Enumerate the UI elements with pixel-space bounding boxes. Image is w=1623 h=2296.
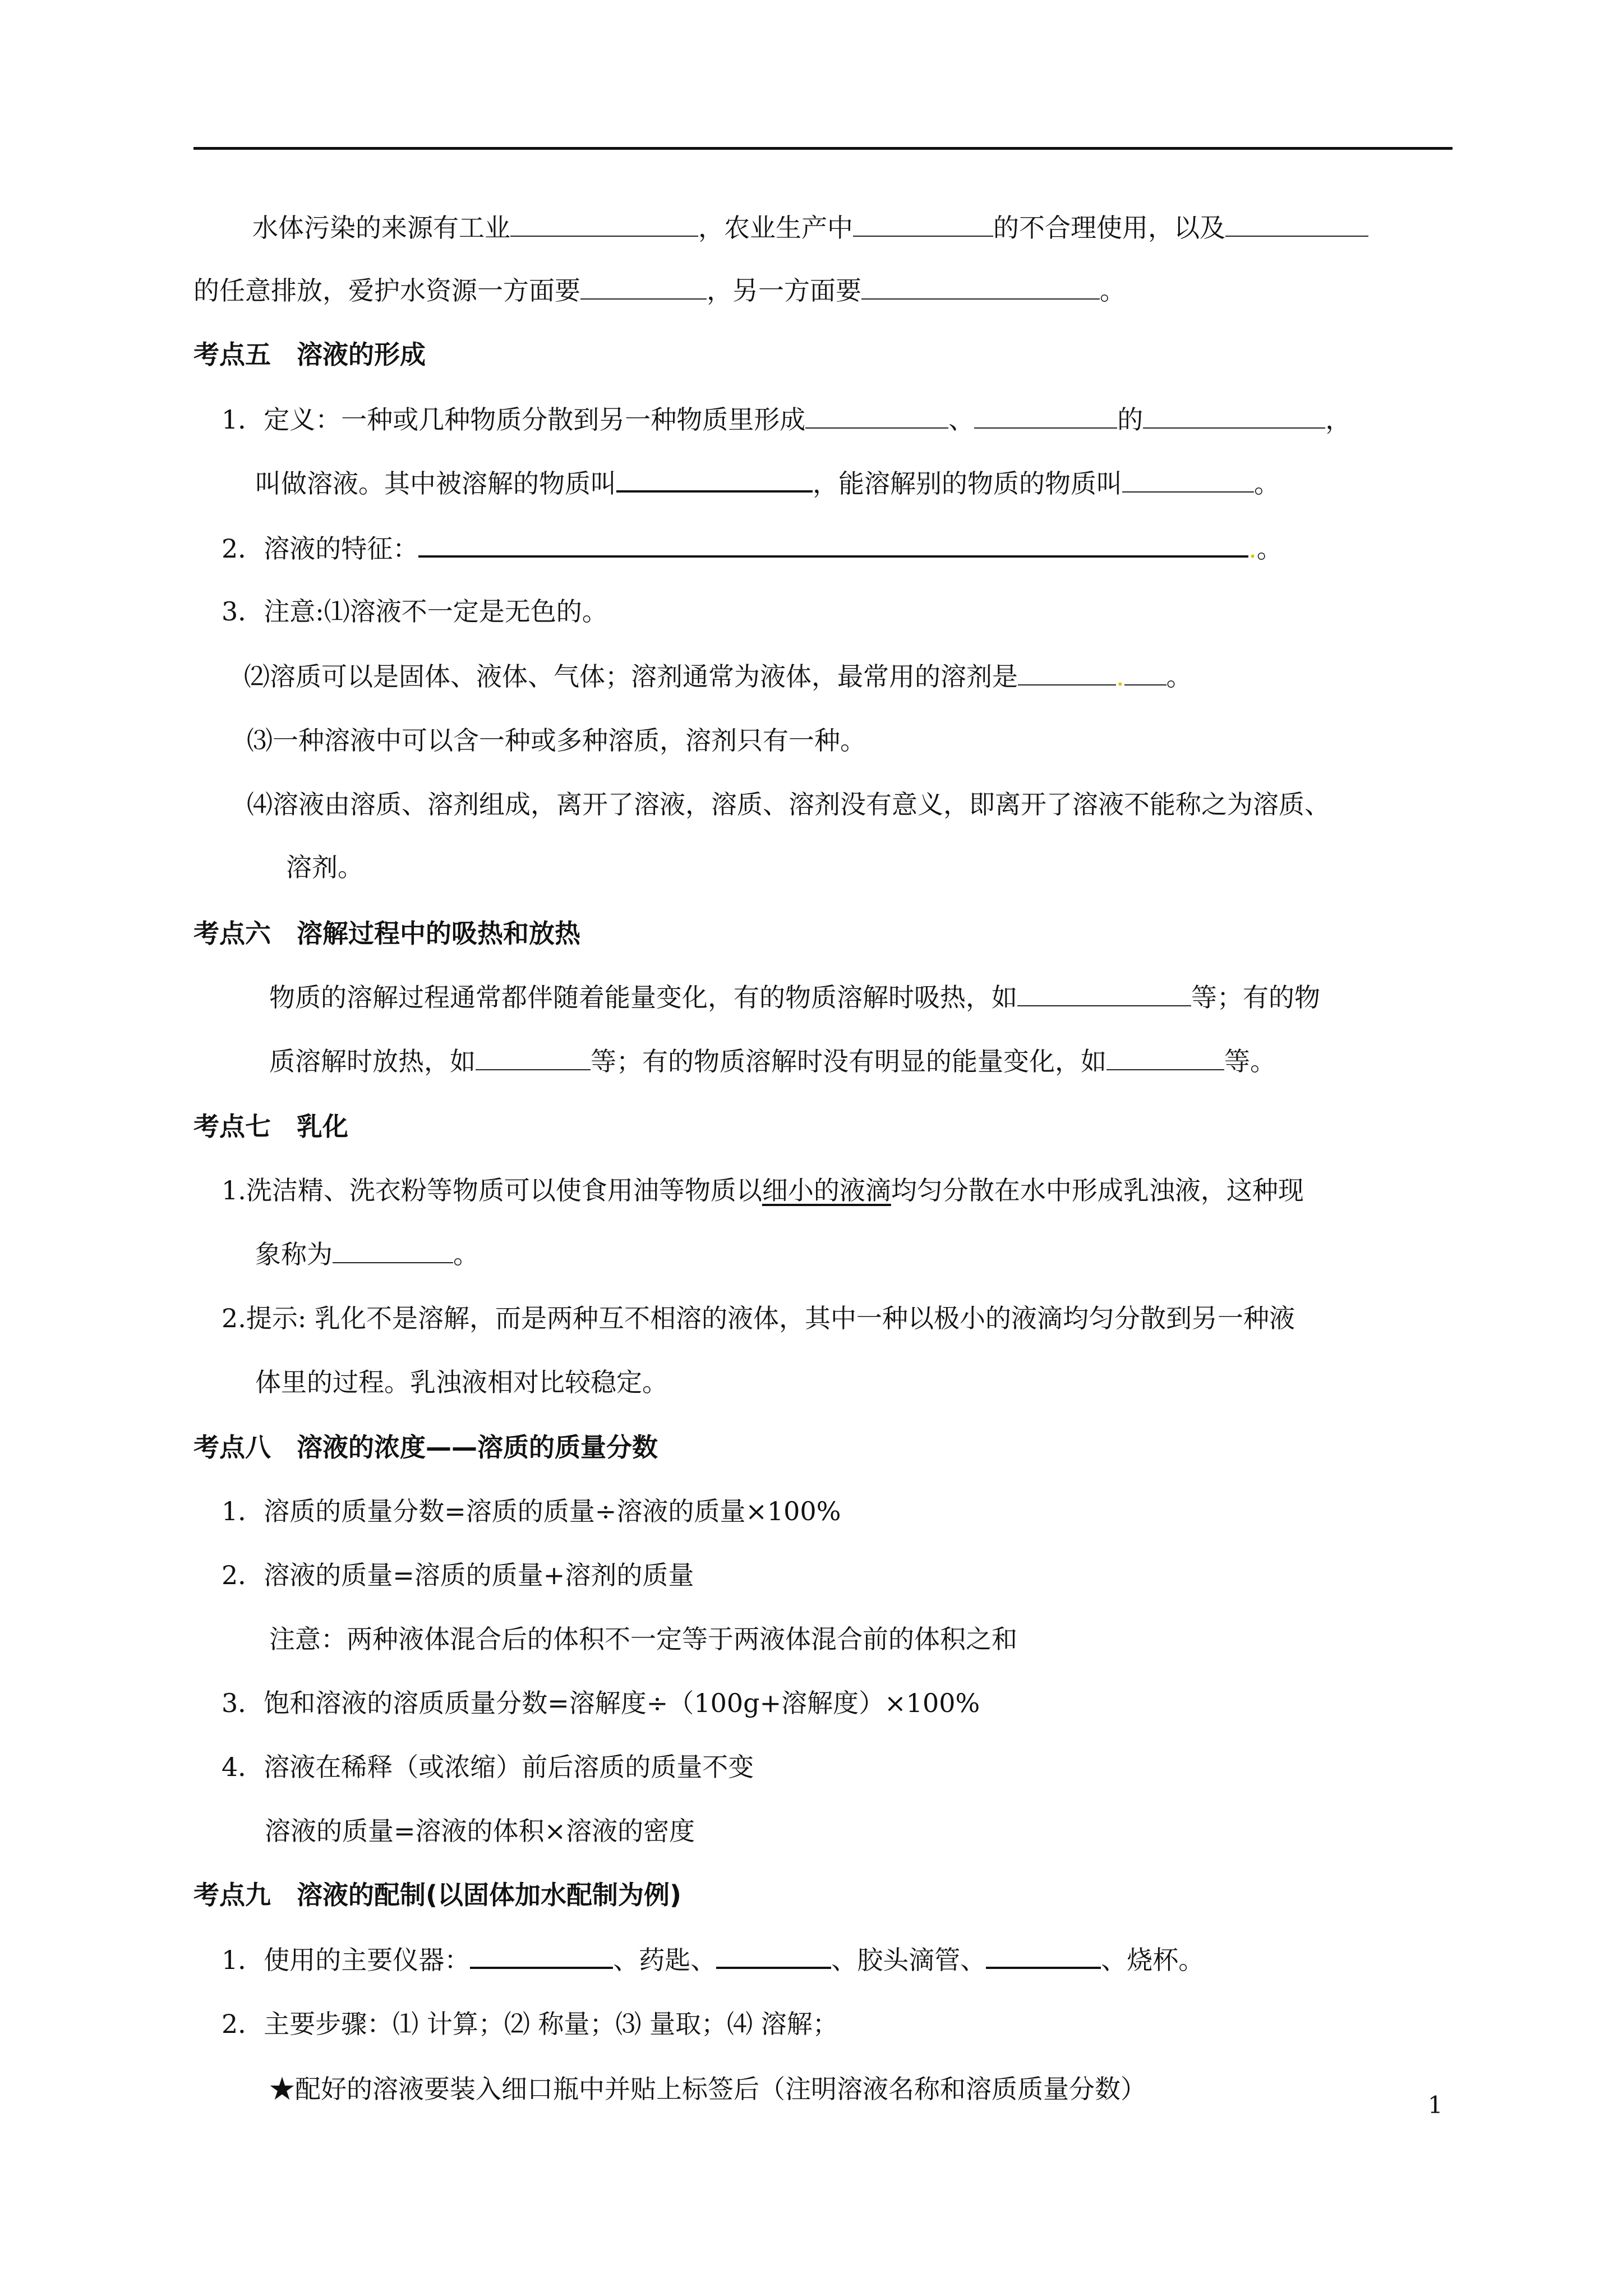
mark: . — [1248, 533, 1257, 564]
blank[interactable] — [805, 404, 948, 429]
blank[interactable] — [1018, 661, 1116, 685]
text: 的任意排放，爱护水资源一方面要 — [193, 275, 580, 306]
text: 叫做溶液。其中被溶解的物质叫 — [255, 468, 616, 499]
text: 1.洗洁精、洗衣粉等物质可以使食用油等物质以 — [222, 1175, 762, 1205]
sec8-note: 注意：两种液体混合后的体积不一定等于两液体混合前的体积之和 — [269, 1624, 1017, 1654]
blank[interactable] — [418, 532, 1248, 558]
mark: . — [1116, 661, 1124, 692]
blank[interactable] — [1124, 661, 1166, 685]
sec8-item-1: 1．溶质的质量分数=溶质的质量÷溶液的质量×100% — [222, 1496, 841, 1526]
sec7-item-2-line-2: 体里的过程。乳浊液相对比较稳定。 — [255, 1367, 668, 1397]
sec5-note-4: ⑷溶液由溶质、溶剂组成，离开了溶液，溶质、溶剂没有意义，即离开了溶液不能称之为溶质、 — [247, 789, 1330, 820]
sec5-item-1-line-1 — [222, 403, 1351, 436]
sec8-item-2: 2．溶液的质量=溶质的质量+溶剂的质量 — [222, 1560, 694, 1590]
blank[interactable] — [1122, 468, 1254, 493]
sec5-note-3: ⑶一种溶液中可以含一种或多种溶质，溶剂只有一种。 — [247, 725, 866, 756]
sec5-item-2 — [222, 532, 1283, 565]
text: 的 — [1117, 404, 1144, 435]
blank[interactable] — [580, 275, 707, 300]
sec9-item-2: 2．主要步骤：⑴ 计算；⑵ 称量；⑶ 量取；⑷ 溶解； — [222, 2009, 838, 2039]
sec7-item-1-line-2 — [255, 1237, 479, 1271]
blank[interactable] — [1106, 1046, 1224, 1070]
sec7-item-2-line-1: 2.提示: 乳化不是溶解，而是两种互不相溶的液体，其中一种以极小的液滴均匀分散到另一种液 — [222, 1303, 1295, 1333]
text: ，能溶解别的物质的物质叫 — [813, 468, 1122, 499]
sec6-line-2 — [269, 1045, 1276, 1078]
blank[interactable] — [853, 212, 993, 237]
text: ，农业生产中 — [698, 213, 853, 243]
text: ⑵溶质可以是固体、液体、气体；溶剂通常为液体，最常用的溶剂是 — [244, 661, 1018, 692]
blank[interactable] — [1225, 212, 1368, 237]
blank[interactable] — [333, 1239, 453, 1263]
text: 。 — [1256, 533, 1283, 564]
section-8-heading: 考点八 溶液的浓度——溶质的质量分数 — [193, 1432, 658, 1462]
text: 。 — [1254, 468, 1280, 499]
text: 等；有的物质溶解时没有明显的能量变化，如 — [591, 1046, 1106, 1076]
sec8-item-3: 3．饱和溶液的溶质质量分数=溶解度÷（100g+溶解度）×100% — [222, 1688, 980, 1718]
text: 。 — [1100, 275, 1126, 306]
blank[interactable] — [974, 404, 1117, 429]
header-rule — [193, 147, 1453, 150]
text: 、胶头滴管、 — [831, 1945, 986, 1975]
section-9-heading: 考点九 溶液的配制(以固体加水配制为例) — [193, 1880, 682, 1910]
text: 象称为 — [255, 1239, 333, 1269]
blank[interactable] — [470, 1943, 613, 1969]
sec5-item-1-line-2 — [255, 467, 1280, 500]
sec5-note-4-cont: 溶剂。 — [286, 852, 363, 882]
text: 。 — [1166, 661, 1192, 692]
blank[interactable] — [616, 467, 813, 493]
section-6-heading: 考点六 溶解过程中的吸热和放热 — [193, 918, 580, 949]
sec8-formula: 溶液的质量=溶液的体积×溶液的密度 — [265, 1816, 695, 1846]
text: 。 — [453, 1239, 479, 1269]
sec8-item-4: 4．溶液在稀释（或浓缩）前后溶质的质量不变 — [222, 1752, 754, 1782]
blank[interactable] — [476, 1046, 591, 1070]
water-pollution-line-1 — [252, 211, 1368, 245]
text: 、 — [948, 404, 975, 435]
sec5-note-2 — [244, 660, 1192, 693]
section-5-heading: 考点五 溶液的形成 — [193, 339, 426, 370]
text: 、烧杯。 — [1101, 1945, 1205, 1975]
text: 等。 — [1224, 1046, 1276, 1076]
blank[interactable] — [861, 275, 1100, 300]
sec9-note: ★配好的溶液要装入细口瓶中并贴上标签后（注明溶液名称和溶质质量分数） — [269, 2074, 1146, 2104]
text: 均匀分散在水中形成乳浊液，这种现 — [891, 1175, 1304, 1205]
text: 、药匙、 — [613, 1945, 717, 1975]
text: 物质的溶解过程通常都伴随着能量变化，有的物质溶解时吸热，如 — [269, 982, 1017, 1013]
text: ， — [1325, 404, 1352, 435]
text: 1．定义：一种或几种物质分散到另一种物质里形成 — [222, 404, 806, 435]
sec9-item-1 — [222, 1943, 1204, 1977]
text: 2．溶液的特征： — [222, 533, 419, 564]
text: 等；有的物 — [1191, 982, 1320, 1013]
blank[interactable] — [716, 1943, 831, 1969]
text: 质溶解时放热，如 — [269, 1046, 476, 1076]
water-pollution-line-2 — [193, 274, 1126, 307]
sec5-item-3: 3．注意:⑴溶液不一定是无色的。 — [222, 596, 608, 627]
page-number: 1 — [1428, 2091, 1443, 2119]
blank[interactable] — [1017, 982, 1191, 1006]
text: 的不合理使用，以及 — [993, 213, 1225, 243]
text: ，另一方面要 — [707, 275, 861, 306]
section-7-heading: 考点七 乳化 — [193, 1111, 348, 1142]
text: 水体污染的来源有工业 — [252, 213, 510, 243]
sec7-item-1-line-1 — [222, 1174, 1304, 1207]
sec6-line-1 — [269, 981, 1320, 1014]
text: 1．使用的主要仪器： — [222, 1945, 471, 1975]
blank[interactable] — [1143, 404, 1325, 429]
blank[interactable] — [510, 212, 698, 237]
underlined-text: 细小的液滴 — [762, 1175, 891, 1205]
blank[interactable] — [986, 1943, 1101, 1969]
